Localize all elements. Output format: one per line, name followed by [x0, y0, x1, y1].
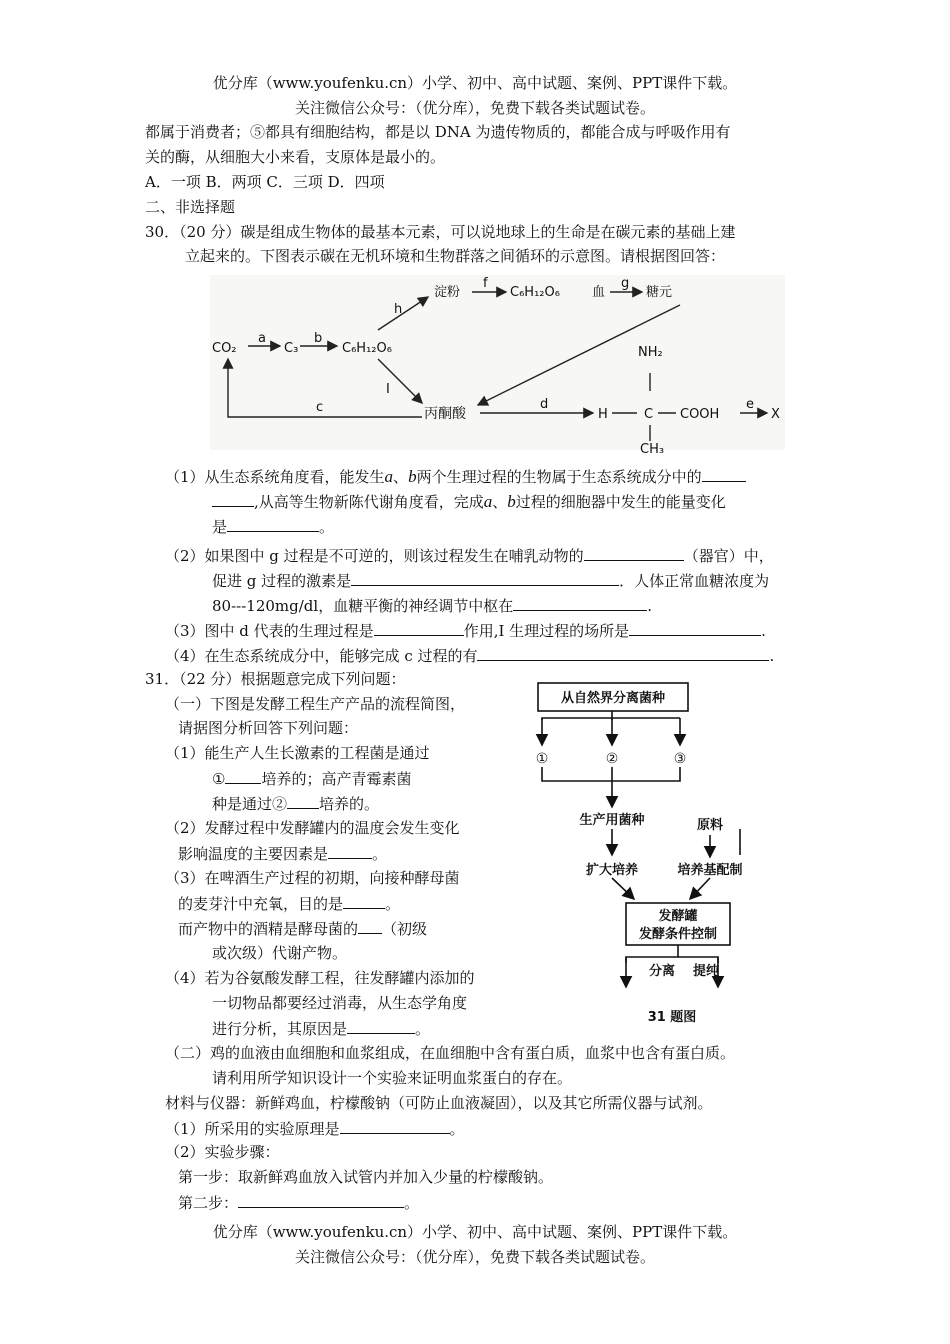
prev-text-2: 关的酶，从细胞大小来看，支原体是最小的。 — [145, 148, 446, 166]
q30-p1-line3: 是 。 — [212, 518, 335, 536]
prev-options: A．一项 B．两项 C．三项 D．四项 — [145, 173, 385, 191]
q31-e1: （1）所采用的实验原理是 。 — [165, 1120, 465, 1138]
fermenter-control: 发酵条件控制 — [638, 927, 718, 942]
q30-p1-line1: （1）从生态系统角度看，能发生a、b两个生理过程的生物属于生态系统成分中的 — [165, 466, 746, 487]
answer-blank[interactable] — [351, 570, 619, 586]
answer-blank[interactable] — [374, 620, 464, 636]
label-i: I — [386, 382, 390, 397]
c-atom: C — [644, 407, 654, 422]
q30-p1-line2: ,从高等生物新陈代谢角度看，完成a、b过程的细胞器中发生的能量变化 — [212, 491, 726, 512]
answer-blank[interactable] — [343, 893, 385, 909]
pyruvate-node: 丙酮酸 — [424, 406, 466, 422]
q31-heading: 31．（22 分）根据题意完成下列问题： — [145, 670, 406, 688]
q30-p3: （3）图中 d 代表的生理过程是 作用,I 生理过程的场所是 . — [165, 622, 766, 640]
answer-blank[interactable] — [513, 595, 647, 611]
label-h: h — [394, 302, 403, 317]
q31-s4-line1: （4）若为谷氨酸发酵工程，往发酵罐内添加的 — [165, 969, 475, 987]
medium-prep: 培养基配制 — [677, 863, 743, 878]
q30-p2-line2: 促进 g 过程的激素是 ．人体正常血糖浓度为 — [212, 572, 770, 590]
method-3: ③ — [673, 751, 687, 767]
separation-label: 分离 — [648, 964, 676, 979]
q31-s3-line4: 或次级）代谢产物。 — [212, 944, 348, 962]
q31-e2: （2）实验步骤： — [165, 1143, 280, 1161]
co2-node: CO₂ — [212, 341, 237, 356]
answer-blank[interactable] — [477, 645, 769, 661]
glucose-node: C₆H₁₂O₆ — [342, 341, 392, 356]
c3-node: C₃ — [284, 341, 299, 356]
q31-s2-line2: 影响温度的主要因素是 。 — [178, 845, 388, 863]
answer-blank[interactable] — [358, 918, 382, 934]
label-d: d — [540, 397, 549, 412]
answer-blank[interactable] — [347, 1018, 415, 1034]
answer-blank[interactable] — [287, 793, 319, 809]
answer-blank[interactable] — [328, 843, 372, 859]
answer-blank[interactable] — [702, 466, 746, 482]
q31-part2-line2: 请利用所学知识设计一个实验来证明血浆蛋白的存在。 — [212, 1069, 573, 1087]
label-f: f — [483, 276, 488, 291]
starch-node: 淀粉 — [434, 285, 461, 300]
prev-text-1: 都属于消费者；⑤都具有细胞结构，都是以 DNA 为遗传物质的，都能合成与呼吸作用有 — [145, 123, 731, 141]
q31-s3-line2: 的麦芽汁中充氧，目的是 。 — [178, 895, 401, 913]
header-line-1: 优分库（www.youfenku.cn）小学、初中、高中试题、案例、PPT课件下载。 — [212, 74, 738, 92]
answer-blank[interactable] — [629, 620, 761, 636]
answer-blank[interactable] — [238, 1192, 404, 1208]
glucose-node-2: C₆H₁₂O₆ — [510, 285, 560, 300]
production-strain: 生产用菌种 — [579, 813, 645, 828]
raw-material: 原料 — [696, 818, 724, 833]
q31-s2-line1: （2）发酵过程中发酵罐内的温度会发生变化 — [165, 819, 460, 837]
x-node: X — [771, 407, 780, 422]
step-1: 第一步：取新鲜鸡血放入试管内并加入少量的柠檬酸钠。 — [178, 1168, 554, 1186]
q31-s1-line2: ① 培养的；高产青霉素菌 — [212, 770, 412, 788]
h-atom: H — [598, 407, 608, 422]
q30-intro-2: 立起来的。下图表示碳在无机环境和生物群落之间循环的示意图。请根据图回答： — [185, 247, 726, 265]
label-g: g — [621, 276, 630, 291]
q30-p2-line1: （2）如果图中 g 过程是不可逆的，则该过程发生在哺乳动物的 （器官）中， — [165, 547, 774, 565]
q31-part1-line2: 请据图分析回答下列问题： — [178, 719, 359, 737]
answer-blank[interactable] — [212, 491, 254, 507]
answer-blank[interactable] — [225, 768, 261, 784]
carbon-cycle-diagram — [210, 275, 785, 457]
q31-s4-line3: 进行分析，其原因是 。 — [212, 1020, 431, 1038]
blood-node: 血 — [592, 285, 606, 300]
q30-p4: （4）在生态系统成分中，能够完成 c 过程的有 . — [165, 647, 775, 665]
footer-line-2: 关注微信公众号：（优分库），免费下载各类试题试卷。 — [294, 1248, 655, 1266]
q31-part2-line1: （二）鸡的血液由血细胞和血浆组成，在血细胞中含有蛋白质，血浆中也含有蛋白质。 — [165, 1044, 736, 1062]
fermentation-flow-diagram — [522, 675, 743, 1030]
materials: 材料与仪器：新鲜鸡血，柠檬酸钠（可防止血液凝固），以及其它所需仪器与试剂。 — [165, 1094, 713, 1112]
q31-s3-line3: 而产物中的酒精是酵母菌的 （初级 — [178, 920, 428, 938]
answer-blank[interactable] — [584, 545, 684, 561]
cooh-group: COOH — [680, 407, 720, 422]
answer-blank[interactable] — [227, 516, 319, 532]
q31-part1-line1: （一）下图是发酵工程生产产品的流程简图， — [165, 695, 466, 713]
label-c: c — [316, 400, 324, 415]
step-2: 第二步： 。 — [178, 1194, 420, 1212]
label-a: a — [258, 331, 266, 346]
footer-line-1: 优分库（www.youfenku.cn）小学、初中、高中试题、案例、PPT课件下载。 — [212, 1223, 738, 1241]
purification-label: 提纯 — [692, 964, 720, 979]
expand-culture: 扩大培养 — [585, 863, 639, 878]
q31-s1-line3: 种是通过② 培养的。 — [212, 795, 380, 813]
q31-s1-line1: （1）能生产人生长激素的工程菌是通过 — [165, 744, 430, 762]
glycogen-node: 糖元 — [646, 285, 673, 300]
q31-s3-line1: （3）在啤酒生产过程的初期，向接种酵母菌 — [165, 869, 460, 887]
label-e: e — [746, 397, 754, 412]
q31-s4-line2: 一切物品都要经过消毒，从生态学角度 — [212, 994, 468, 1012]
header-line-2: 关注微信公众号：（优分库），免费下载各类试题试卷。 — [294, 99, 655, 117]
method-2: ② — [605, 751, 619, 767]
section-heading: 二、非选择题 — [145, 198, 236, 216]
isolate-label: 从自然界分离菌种 — [560, 691, 666, 706]
q30-p2-line3: 80---120mg/dl，血糖平衡的神经调节中枢在 . — [212, 597, 652, 615]
fermenter-label: 发酵罐 — [658, 909, 698, 924]
nh2-label: NH₂ — [638, 345, 663, 360]
figure-caption: 31 题图 — [647, 1010, 697, 1025]
ch3-group: CH₃ — [640, 442, 665, 457]
method-1: ① — [535, 751, 549, 767]
label-b: b — [314, 331, 323, 346]
q30-intro-1: 30．（20 分）碳是组成生物体的最基本元素，可以说地球上的生命是在碳元素的基础上建 — [145, 223, 736, 241]
answer-blank[interactable] — [340, 1118, 450, 1134]
